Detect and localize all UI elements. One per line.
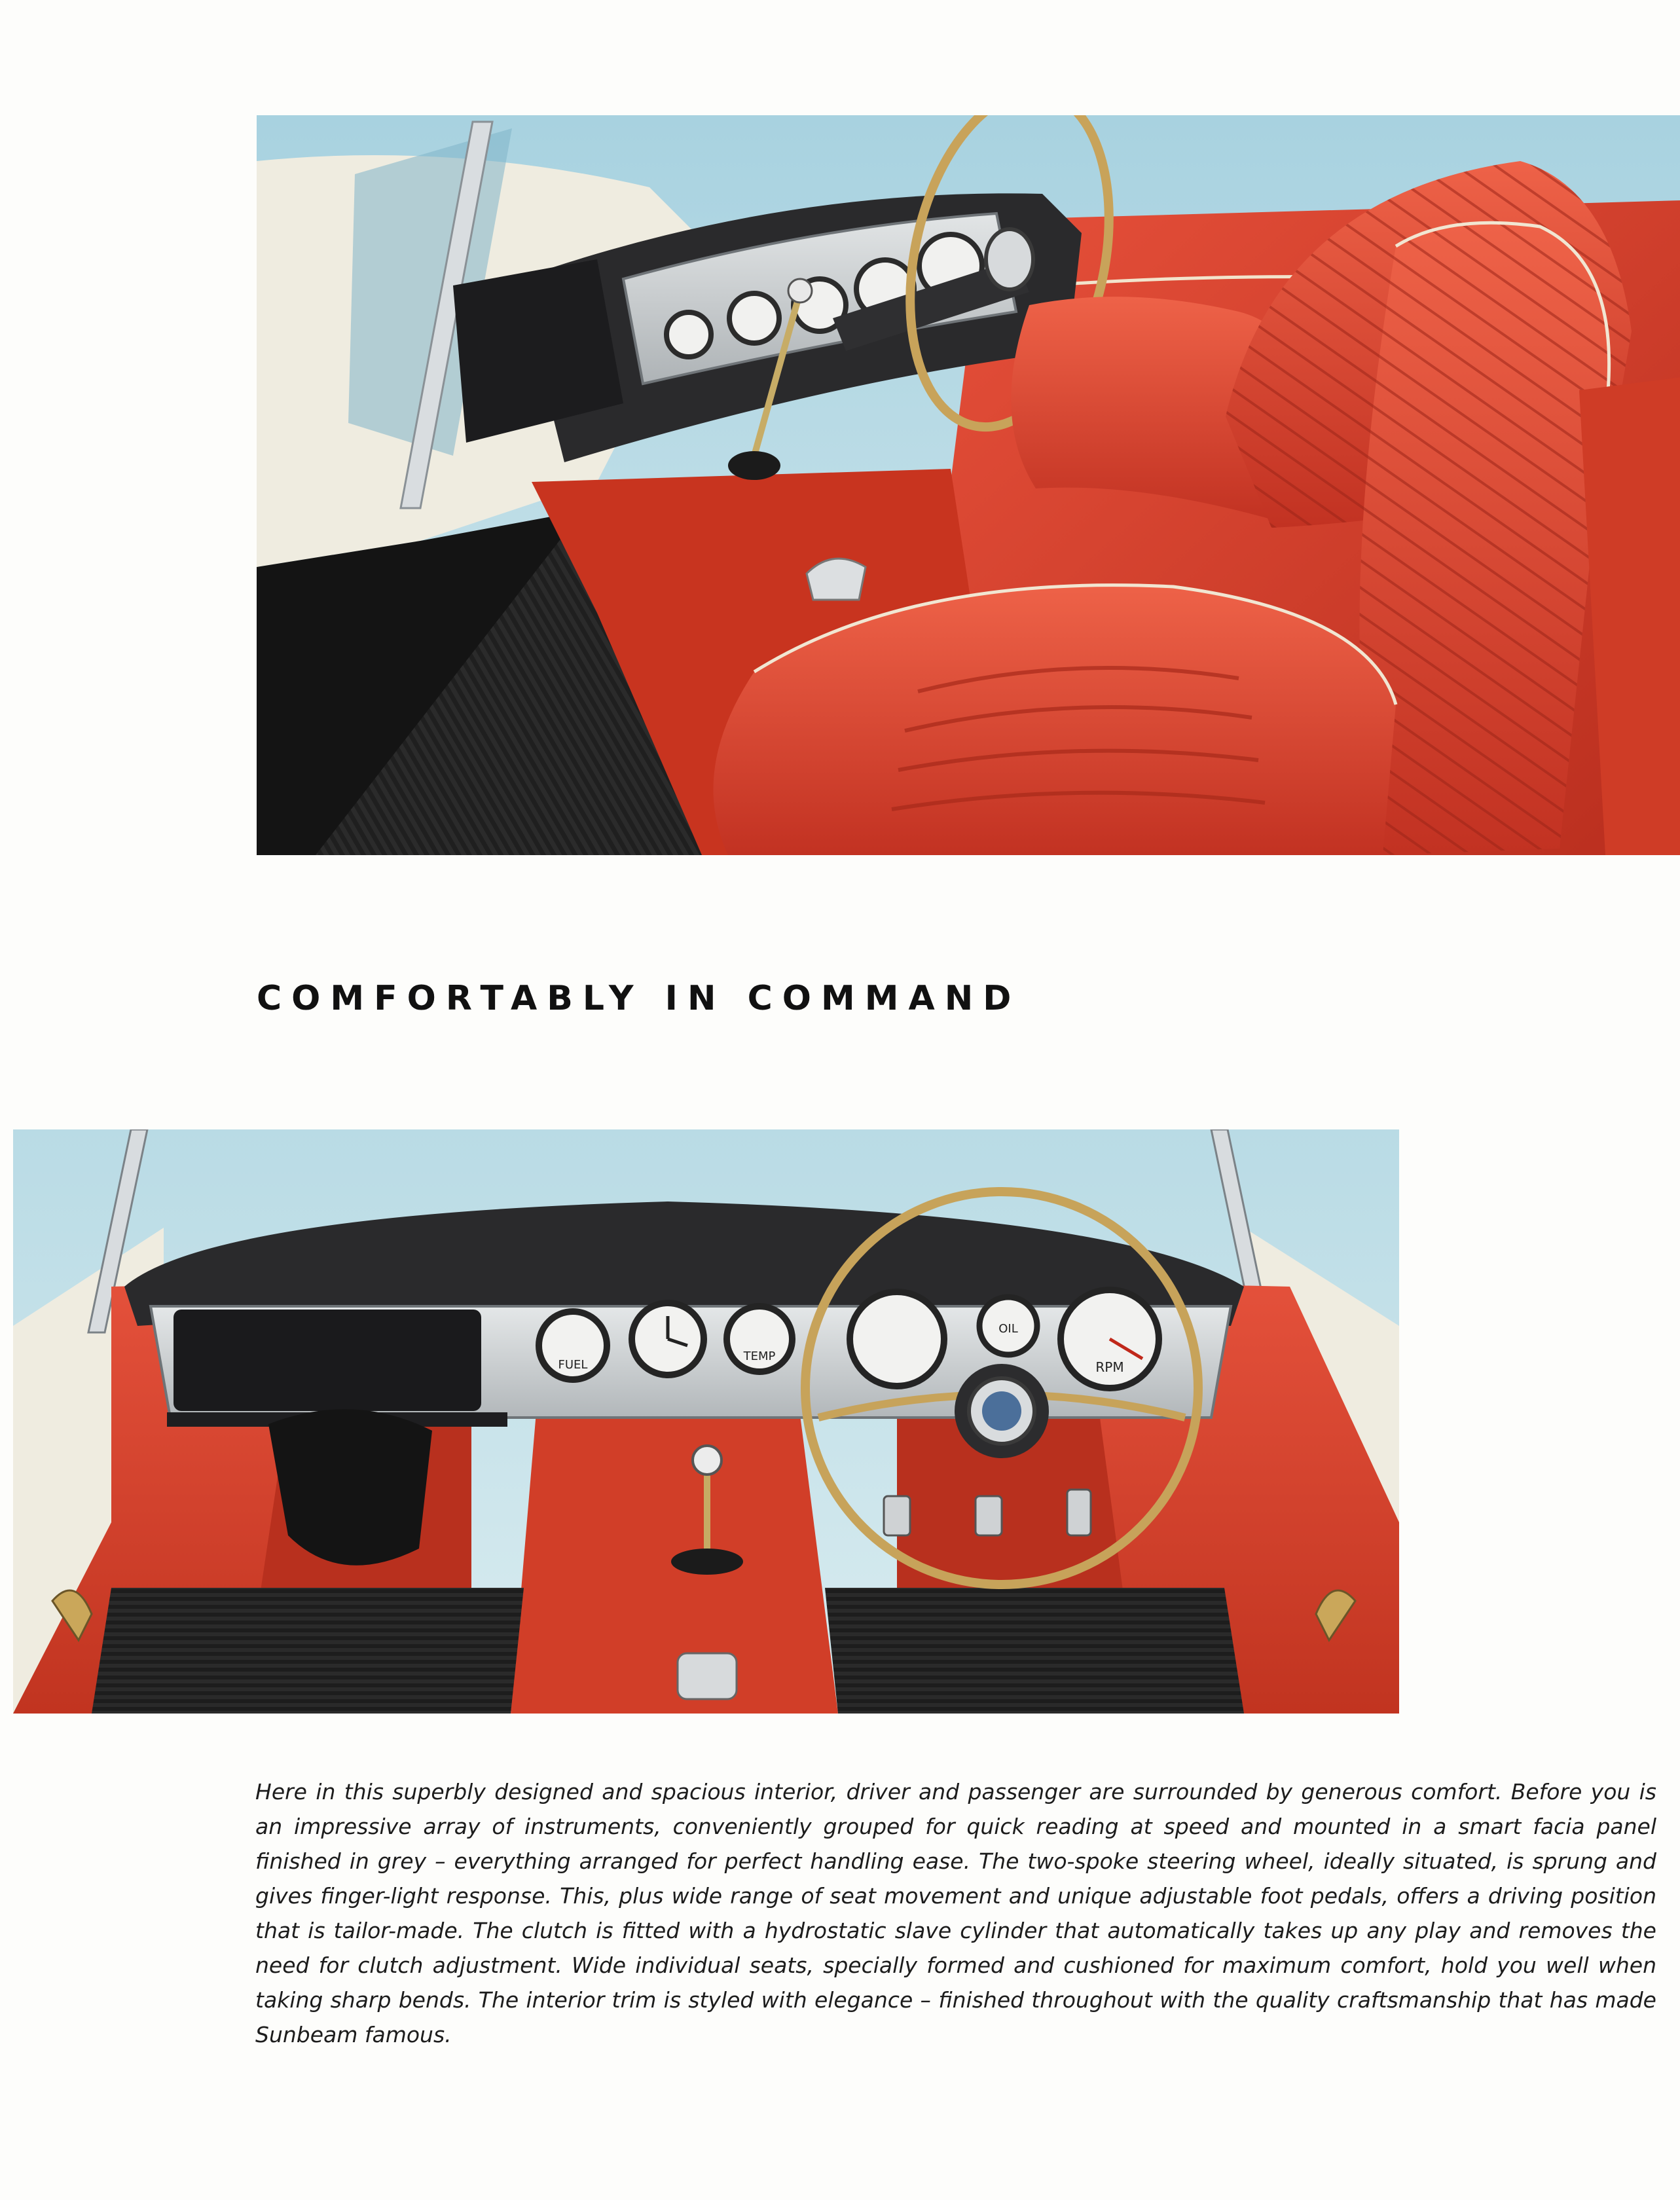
body-copy-paragraph: Here in this superbly designed and spacious interior, driver and passenger are surrounded by generous comfort. Before you is an impressive array of instruments, conveniently grouped for quick reading at speed and mounted in a smart facia panel finished in grey – everything arranged for perfect handling ease. The two-spoke steering wheel, ideally situated, is sprung and gives finger-light response. This, plus wide range of seat movement and unique adjustable foot pedals, offers a driving position that is tailor-made. The clutch is fitted with a hydrostatic slave cylinder that automatically takes up any play and removes the need for clutch adjustment. Wide individual seats, specially formed and cushioned for maximum comfort, hold you well when taking sharp bends. The interior trim is styled with elegance – finished throughout with the quality craftsmanship that has made Sunbeam famous. [255,1779,1656,2047]
fuel-gauge-label: FUEL [558,1358,588,1372]
oil-gauge-label: OIL [998,1322,1018,1336]
headline: COMFORTABLY IN COMMAND [257,979,1021,1018]
rpm-gauge-label: RPM [1095,1359,1124,1375]
temp-gauge-label: TEMP [743,1349,776,1363]
interior-side-view-illustration [257,115,1680,855]
dashboard-front-view-illustration [13,1129,1399,1714]
